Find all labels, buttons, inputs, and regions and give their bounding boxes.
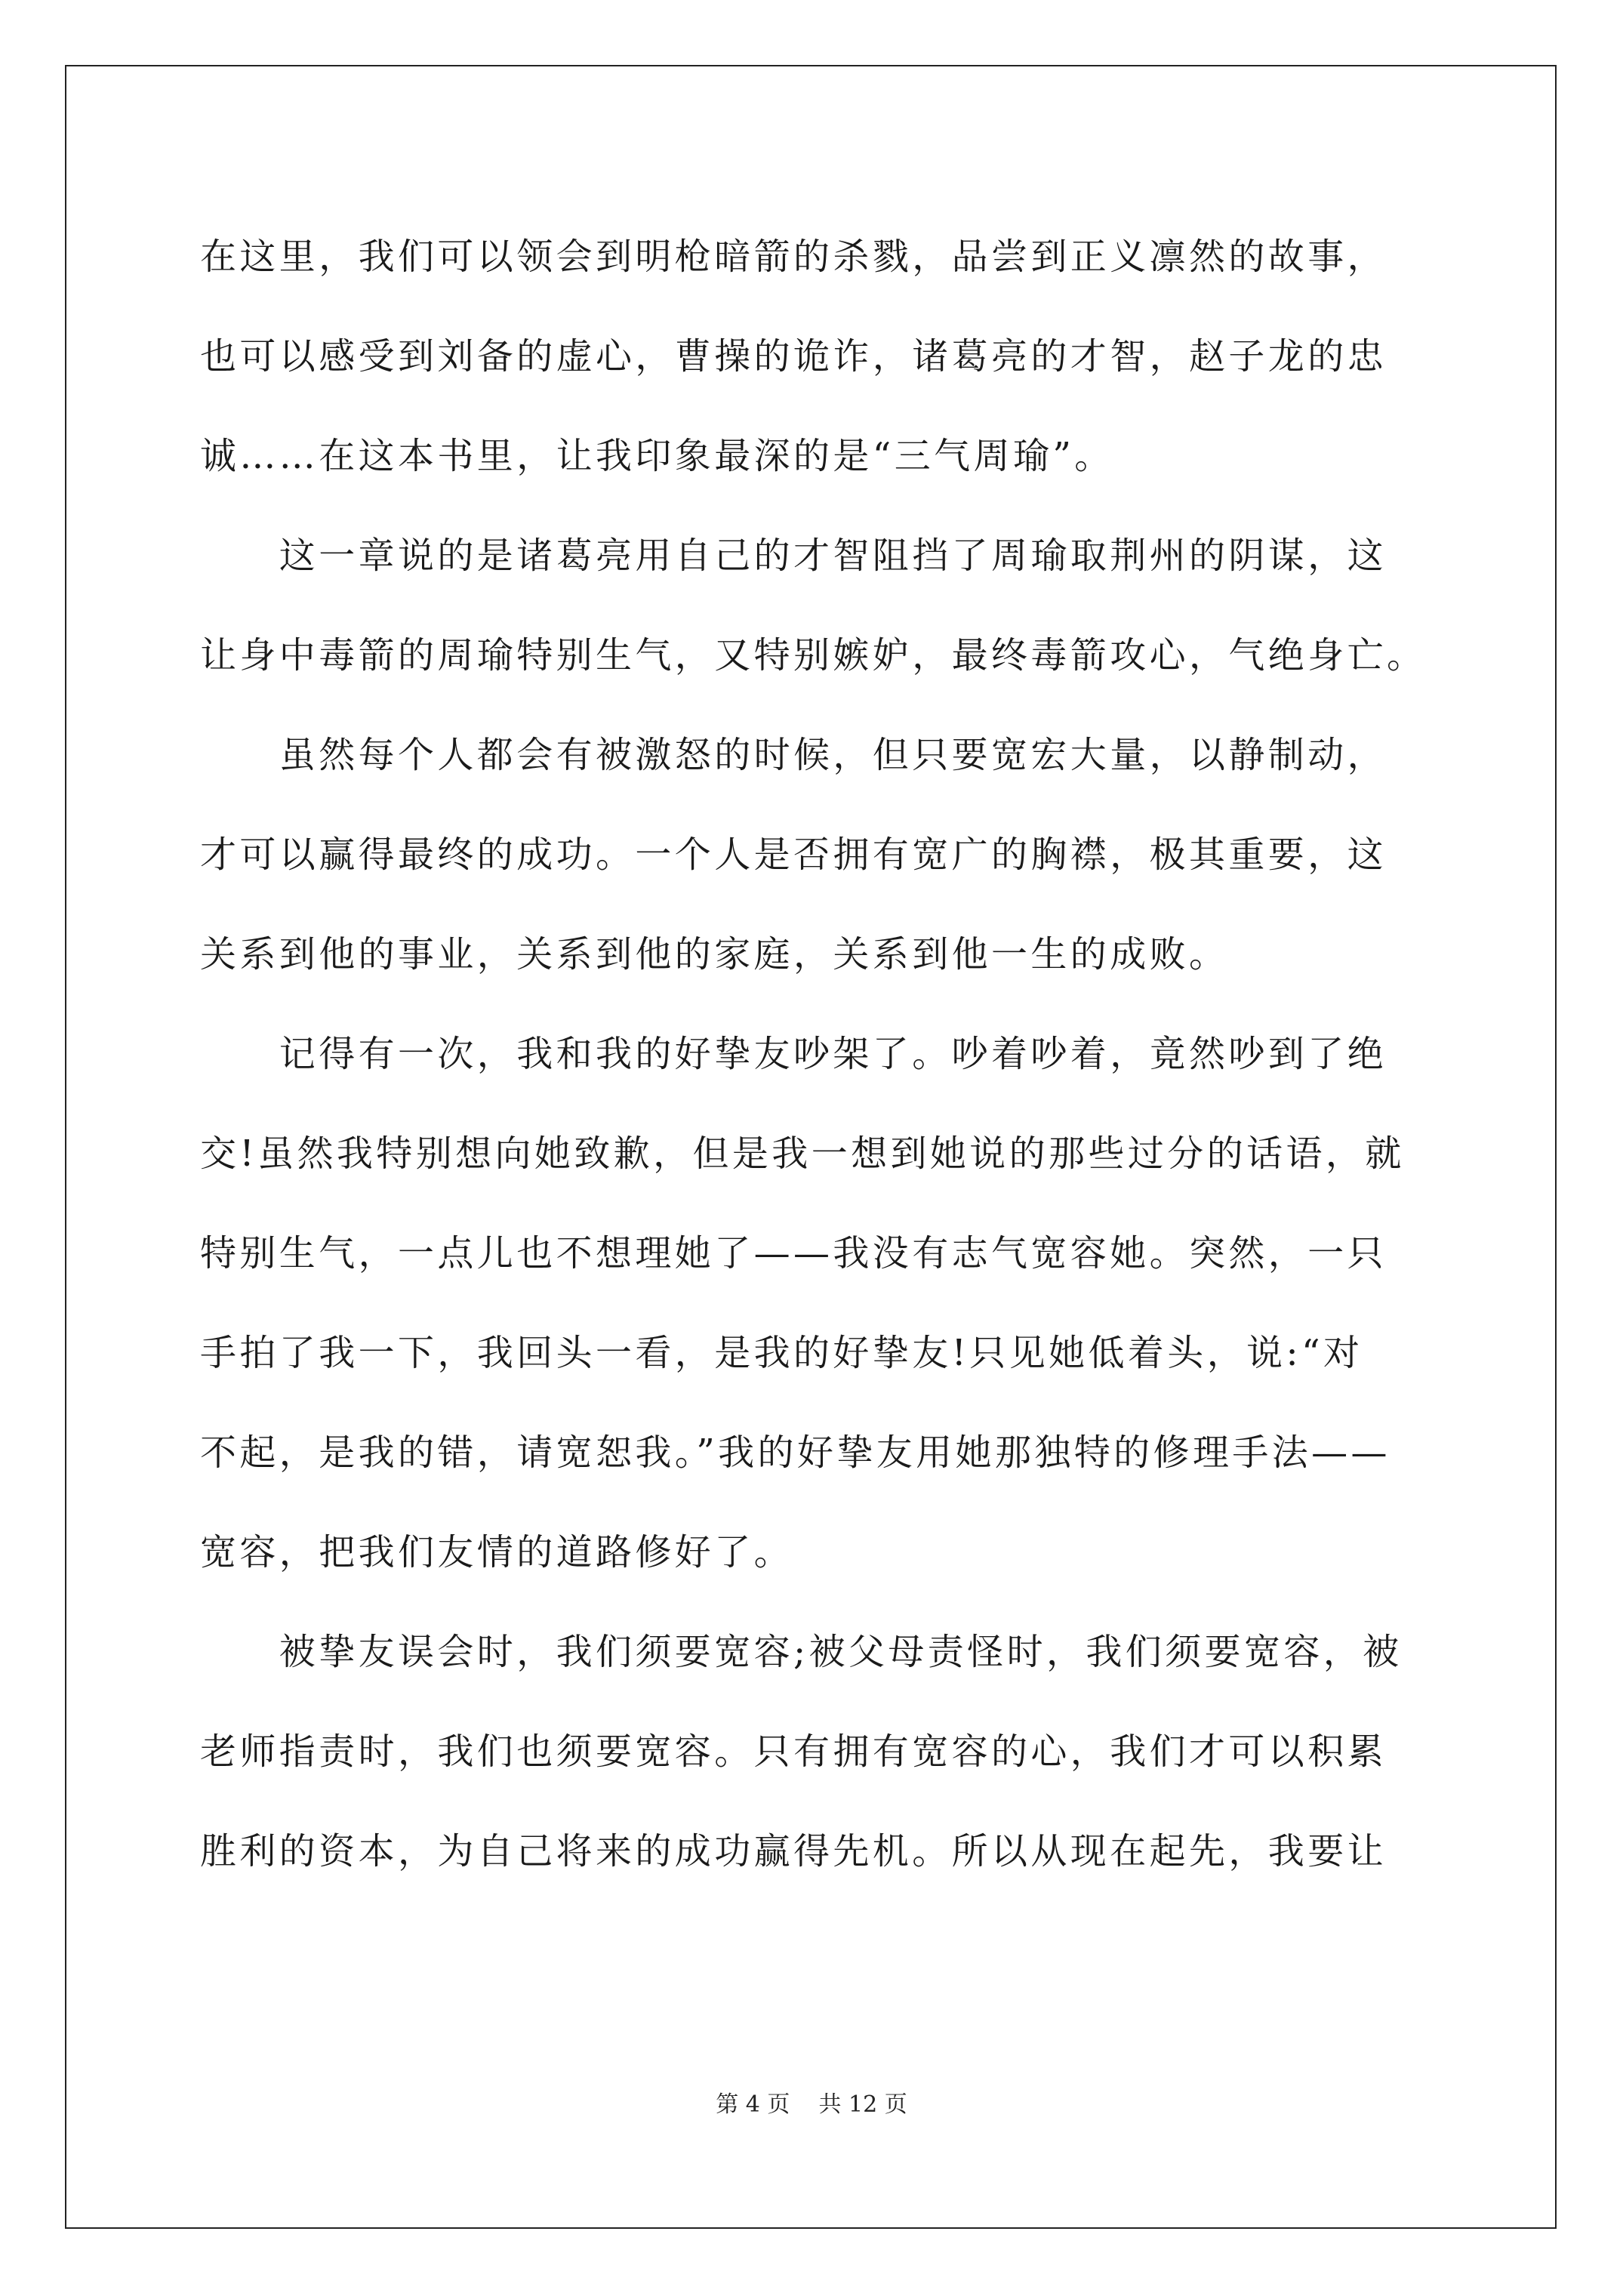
text-line: 虽然每个人都会有被激怒的时候，但只要宽宏大量，以静制动，	[200, 734, 1387, 776]
text-line: 特别生气，一点儿也不想理她了——我没有志气宽容她。突然，一只	[200, 1232, 1387, 1274]
text-line: 老师指责时，我们也须要宽容。只有拥有宽容的心，我们才可以积累	[200, 1730, 1387, 1773]
text-line: 让身中毒箭的周瑜特别生气，又特别嫉妒，最终毒箭攻心，气绝身亡。	[200, 634, 1427, 676]
text-line: 才可以赢得最终的成功。一个人是否拥有宽广的胸襟，极其重要，这	[200, 834, 1387, 876]
text-line: 关系到他的事业，关系到他的家庭，关系到他一生的成败。	[200, 933, 1229, 975]
text-line: 这一章说的是诸葛亮用自己的才智阻挡了周瑜取荆州的阴谋，这	[200, 535, 1387, 577]
text-line: 不起，是我的错，请宽恕我。”我的好挚友用她那独特的修理手法——	[200, 1432, 1390, 1474]
text-line: 交!虽然我特别想向她致歉，但是我一想到她说的那些过分的话语，就	[200, 1133, 1405, 1175]
text-line: 诚……在这本书里，让我印象最深的是“三气周瑜”。	[200, 435, 1114, 477]
text-line: 在这里，我们可以领会到明枪暗箭的杀戮，品尝到正义凛然的故事，	[200, 236, 1387, 278]
text-line: 记得有一次，我和我的好挚友吵架了。吵着吵着，竟然吵到了绝	[200, 1033, 1387, 1075]
text-line: 胜利的资本，为自己将来的成功赢得先机。所以从现在起先，我要让	[200, 1830, 1387, 1872]
text-line: 手拍了我一下，我回头一看，是我的好挚友!只见她低着头，说:“对	[200, 1332, 1363, 1374]
page-footer: 第 4 页 共 12 页	[716, 2091, 907, 2118]
text-line: 也可以感受到刘备的虚心，曹操的诡诈，诸葛亮的才智，赵子龙的忠	[200, 335, 1387, 378]
text-line: 宽容，把我们友情的道路修好了。	[200, 1531, 794, 1573]
text-line: 被挚友误会时，我们须要宽容;被父母责怪时，我们须要宽容，被	[200, 1631, 1403, 1673]
